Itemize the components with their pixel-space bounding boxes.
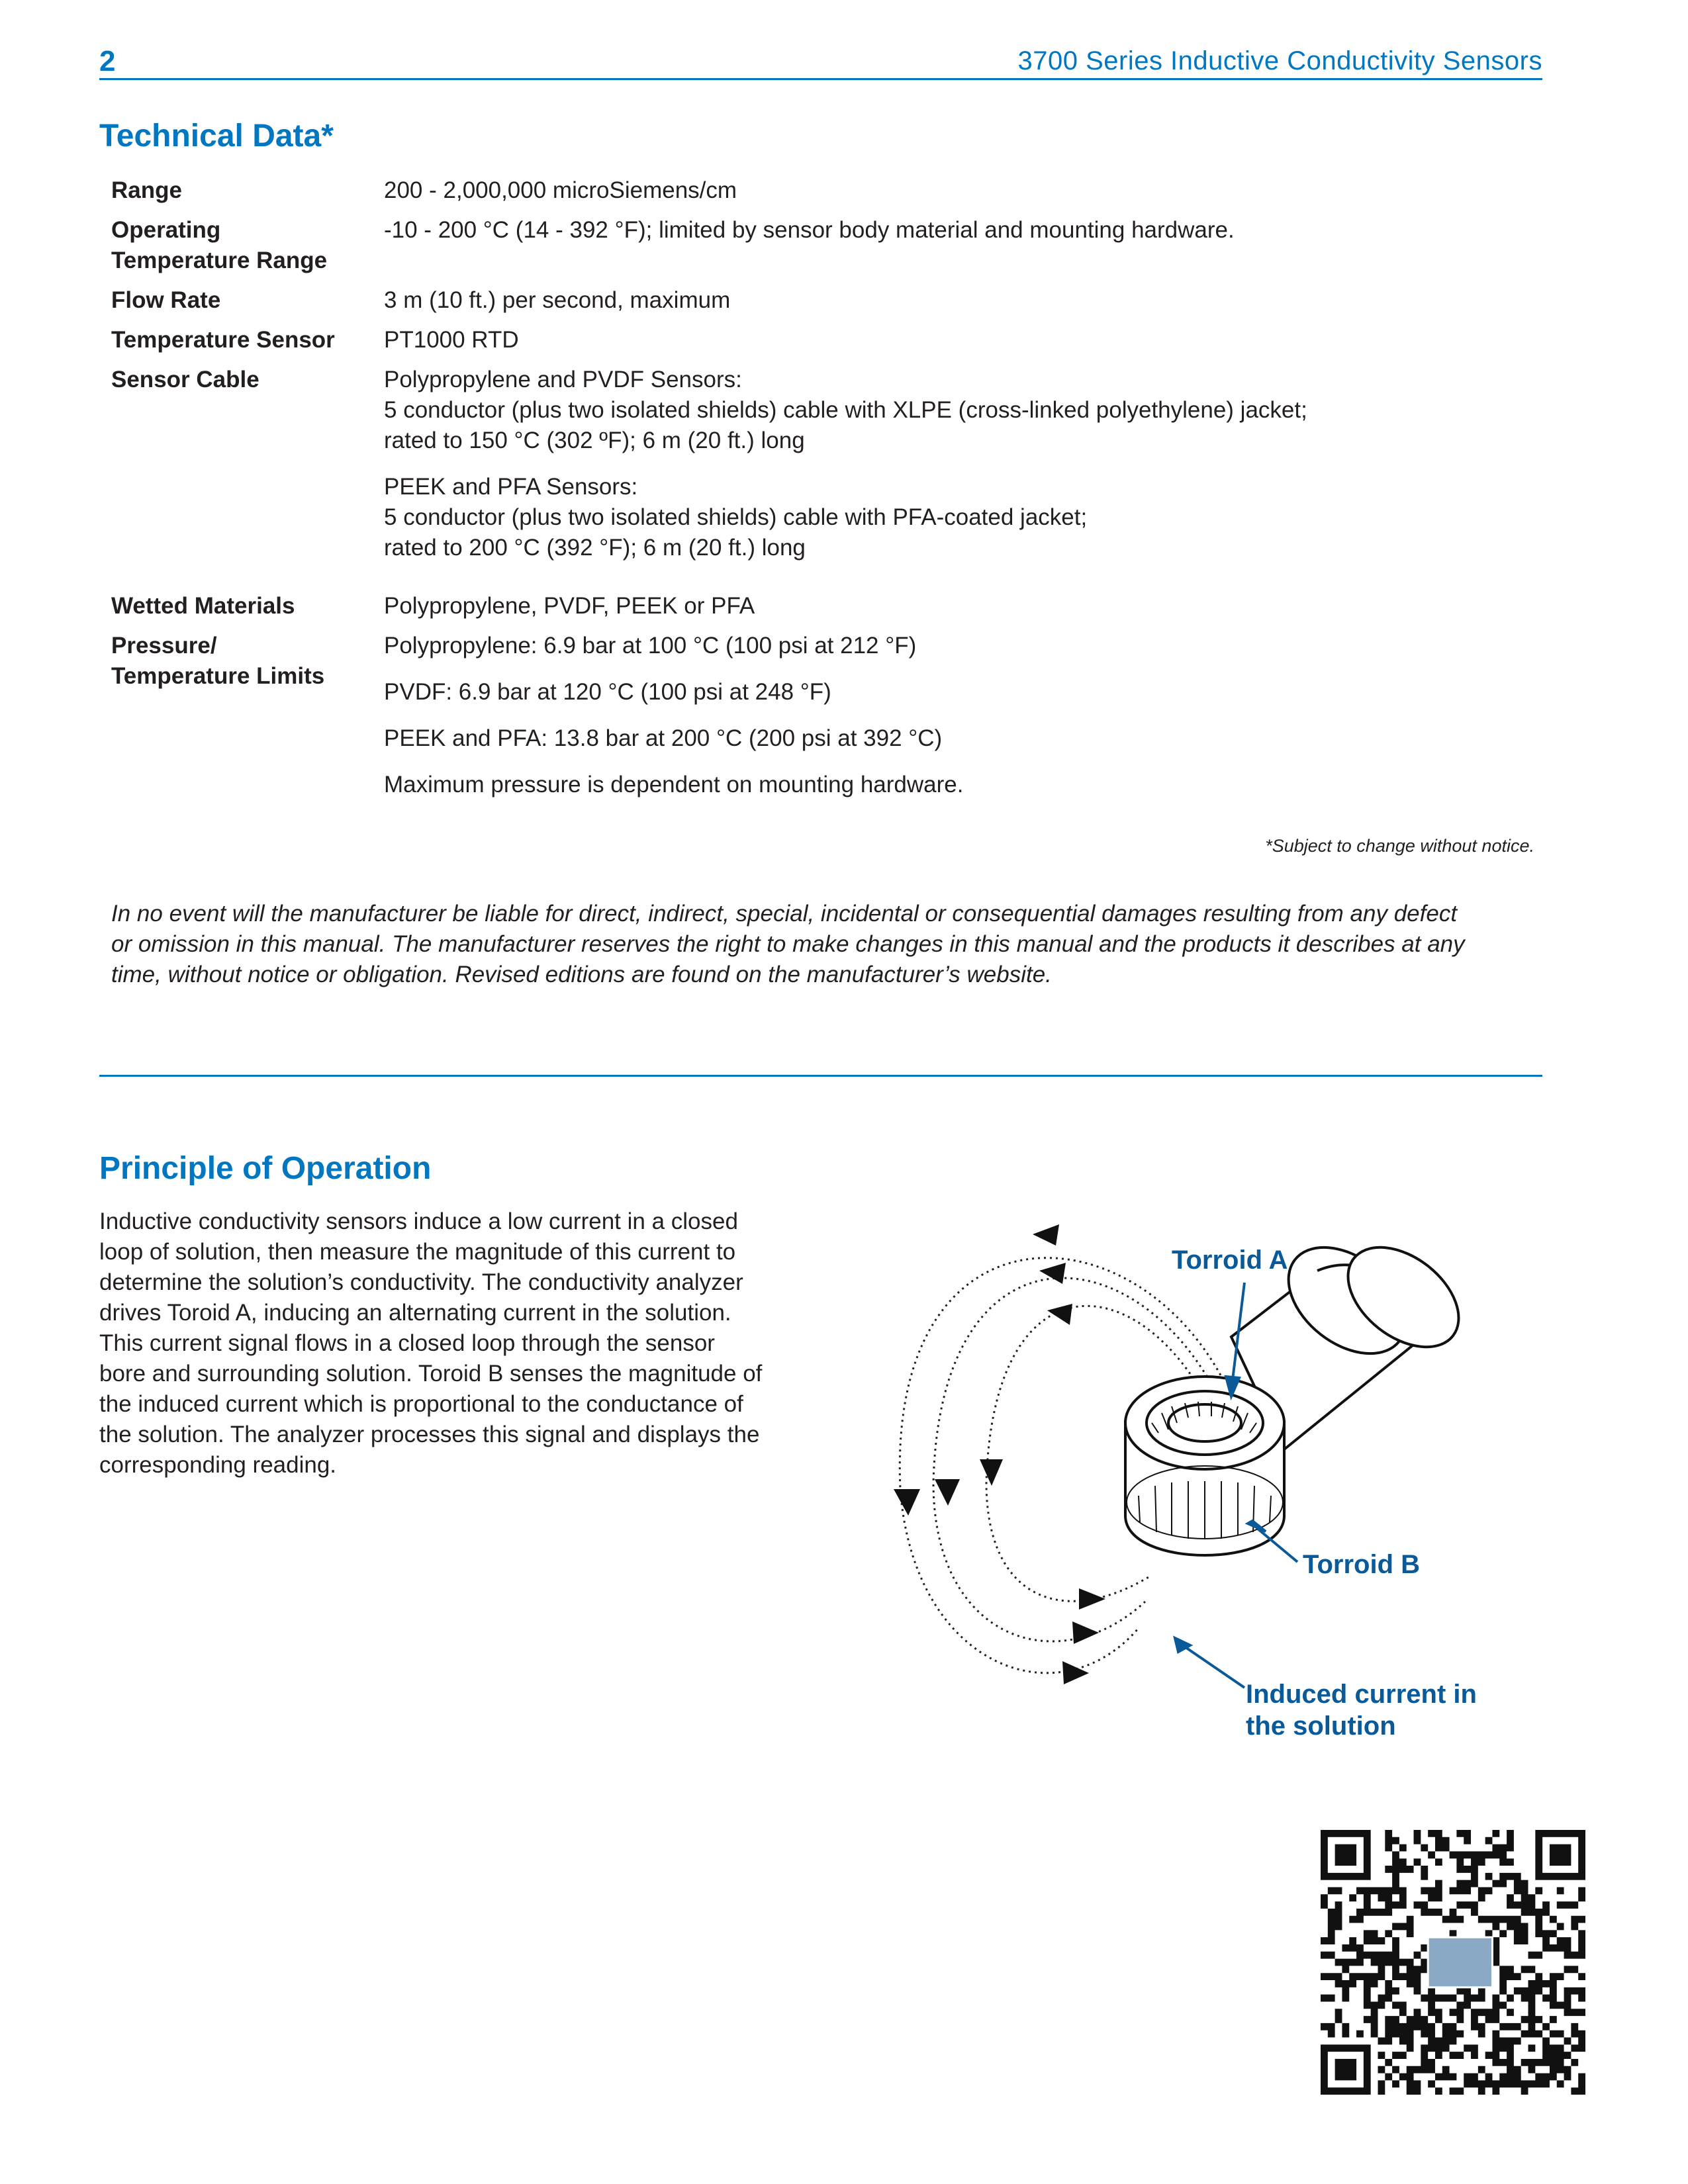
induced-current-label <box>1246 1678 1477 1742</box>
spec-label-line: Temperature Limits <box>111 663 325 689</box>
paragraph-line: Inductive conductivity sensors induce a low current in a closed <box>99 1208 738 1234</box>
spec-label <box>111 215 384 276</box>
spec-row-flow-rate <box>111 285 1534 316</box>
section-divider <box>99 1075 1542 1077</box>
arrowhead-icon <box>980 1459 1003 1486</box>
current-leader <box>1182 1645 1244 1688</box>
disclaimer-line: time, without notice or obligation. Revised editions are found on the manufacturer’s website. <box>111 962 1052 987</box>
spec-value-line: 200 - 2,000,000 microSiemens/cm <box>384 177 737 203</box>
spec-values <box>384 285 1534 316</box>
spec-label-line: Sensor Cable <box>111 367 259 392</box>
spec-label-line: Wetted Materials <box>111 593 295 619</box>
paragraph-line: the solution. The analyzer processes this signal and displays the <box>99 1422 760 1447</box>
spec-label-line: Temperature Range <box>111 248 328 273</box>
spec-values <box>384 591 1534 621</box>
paragraph-line: the induced current which is proportional to the conductance of <box>99 1391 743 1417</box>
spec-row-operating-temperature <box>111 215 1534 276</box>
qr-code[interactable] <box>1321 1830 1585 2095</box>
spec-row-range <box>111 175 1534 206</box>
arrowhead-icon <box>1047 1304 1072 1325</box>
spec-footnote: *Subject to change without notice. <box>1265 836 1534 856</box>
toroid-sensor-diagram <box>861 1205 1496 1774</box>
spec-row-pressure-temperature-limits <box>111 631 1534 800</box>
paragraph-line: drives Toroid A, inducing an alternating current in the solution. <box>99 1300 731 1326</box>
spec-value-line: rated to 200 °C (392 °F); 6 m (20 ft.) long <box>384 535 806 561</box>
toroid-a-label: Torroid A <box>1172 1246 1288 1275</box>
induced-current-label-line: Induced current in <box>1246 1680 1477 1709</box>
page-header <box>99 44 1542 80</box>
arrowhead-icon <box>1033 1224 1059 1246</box>
spec-label <box>111 325 384 355</box>
paragraph-line: This current signal flows in a closed loop through the sensor <box>99 1330 715 1356</box>
spec-value-line: 5 conductor (plus two isolated shields) cable with PFA-coated jacket; <box>384 504 1088 530</box>
toroid-b-label: Torroid B <box>1303 1550 1421 1579</box>
spec-value-line: 5 conductor (plus two isolated shields) cable with XLPE (cross-linked polyethylene) jacket; <box>384 397 1307 423</box>
spec-value-line: PT1000 RTD <box>384 327 519 353</box>
spec-values <box>384 365 1534 563</box>
spec-label-line: Range <box>111 177 182 203</box>
spec-row-wetted-materials <box>111 591 1534 621</box>
spec-values <box>384 175 1534 206</box>
spec-label <box>111 175 384 206</box>
arrowhead-icon <box>894 1489 920 1516</box>
current-arrowheads <box>894 1224 1105 1684</box>
spec-value-line: PVDF: 6.9 bar at 120 °C (100 psi at 248 °F) <box>384 679 831 705</box>
spec-label <box>111 285 384 316</box>
paragraph-line: determine the solution’s conductivity. The conductivity analyzer <box>99 1269 743 1295</box>
paragraph-line: corresponding reading. <box>99 1452 337 1478</box>
spec-row-sensor-cable <box>111 365 1534 563</box>
spec-label-line: Pressure/ <box>111 633 217 659</box>
sensor-bore <box>1168 1404 1241 1441</box>
spec-values <box>384 325 1534 355</box>
arrowhead-icon <box>1062 1661 1089 1684</box>
spec-value-line: 3 m (10 ft.) per second, maximum <box>384 287 731 313</box>
technical-data-heading: Technical Data* <box>99 118 334 154</box>
spec-paragraph <box>384 365 1534 456</box>
arrowhead-icon <box>1039 1263 1066 1284</box>
spec-row-temperature-sensor <box>111 325 1534 355</box>
qr-code-icon <box>1321 1830 1585 2095</box>
spec-label-line: Flow Rate <box>111 287 221 313</box>
arrowhead-icon <box>935 1479 960 1506</box>
disclaimer-line: In no event will the manufacturer be liable for direct, indirect, special, incidental or consequential damages resulting from any defect <box>111 901 1458 927</box>
spec-values <box>384 631 1534 800</box>
spec-label <box>111 631 384 692</box>
principle-paragraph <box>99 1206 827 1480</box>
spec-paragraph <box>384 472 1534 563</box>
running-title: 3700 Series Inductive Conductivity Sensors <box>1017 46 1542 75</box>
page-number: 2 <box>99 45 116 77</box>
spec-label-line: Operating <box>111 217 221 243</box>
spec-values <box>384 215 1534 246</box>
spec-value-line: -10 - 200 °C (14 - 392 °F); limited by sensor body material and mounting hardware. <box>384 217 1235 243</box>
spec-label <box>111 591 384 621</box>
spec-table <box>111 175 1534 800</box>
disclaimer-line: or omission in this manual. The manufacturer reserves the right to make changes in this manual and the products it describes at any <box>111 931 1465 957</box>
principle-heading: Principle of Operation <box>99 1151 432 1186</box>
spec-label-line: Temperature Sensor <box>111 327 335 353</box>
spec-value-line: PEEK and PFA Sensors: <box>384 474 638 500</box>
arrowhead-icon <box>1079 1588 1105 1610</box>
spec-value-line: Polypropylene, PVDF, PEEK or PFA <box>384 593 755 619</box>
paragraph-line: bore and surrounding solution. Toroid B senses the magnitude of <box>99 1361 763 1387</box>
arrowhead-icon <box>1072 1621 1099 1644</box>
spec-value-line: Polypropylene: 6.9 bar at 100 °C (100 psi at 212 °F) <box>384 633 917 659</box>
paragraph-line: loop of solution, then measure the magnitude of this current to <box>99 1239 736 1265</box>
disclaimer <box>111 899 1548 990</box>
spec-value-line: Maximum pressure is dependent on mounting hardware. <box>384 772 964 797</box>
spec-value-line: Polypropylene and PVDF Sensors: <box>384 367 742 392</box>
induced-current-label-line: the solution <box>1246 1711 1396 1741</box>
spec-label <box>111 365 384 395</box>
spec-value-line: PEEK and PFA: 13.8 bar at 200 °C (200 psi at 392 °C) <box>384 725 943 751</box>
spec-value-line: rated to 150 °C (302 ºF); 6 m (20 ft.) long <box>384 428 805 453</box>
